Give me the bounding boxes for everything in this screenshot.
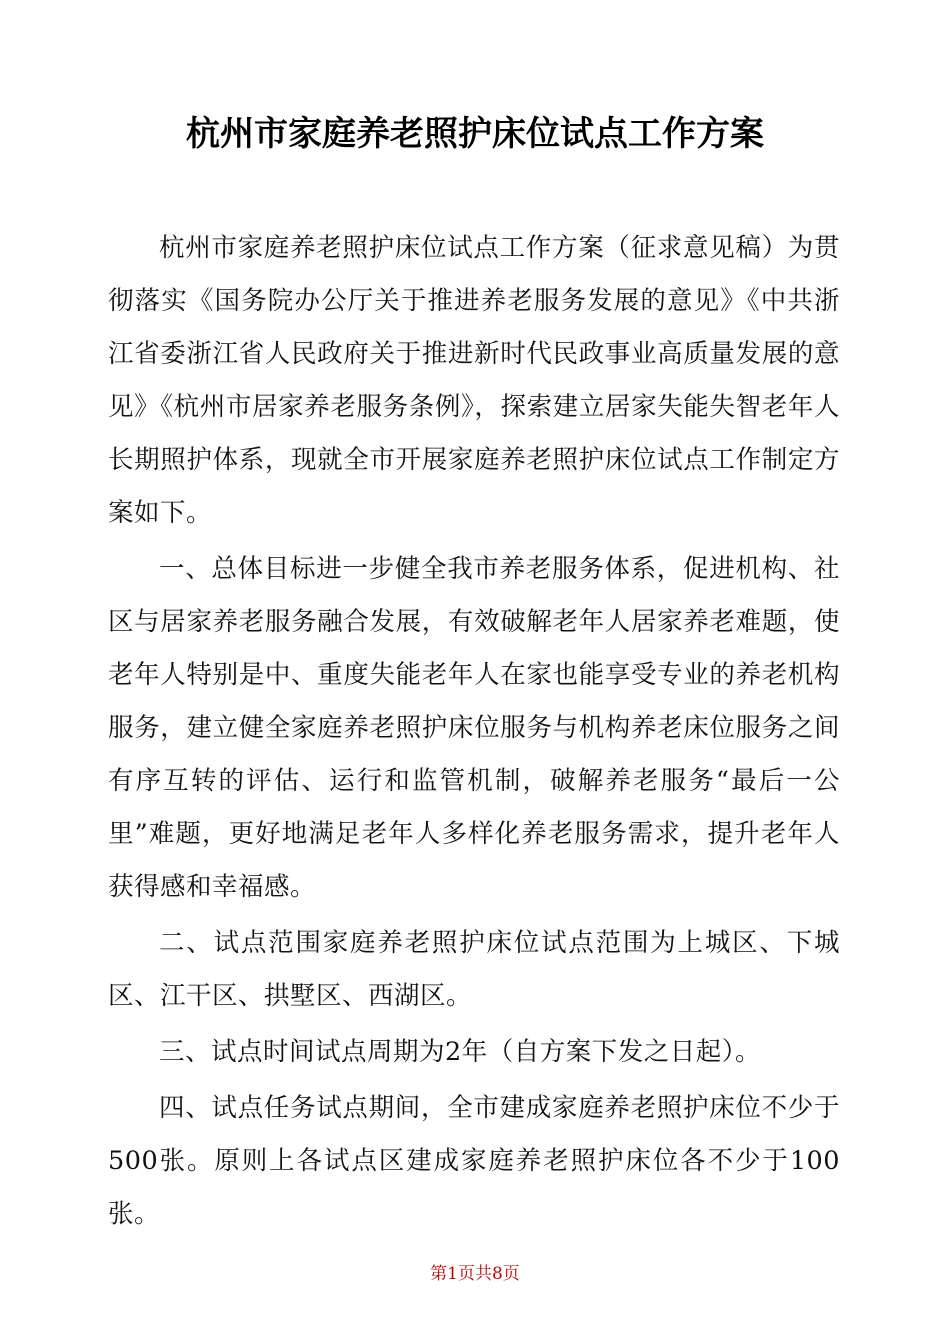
intro-paragraph: 杭州市家庭养老照护床位试点工作方案（征求意见稿）为贯彻落实《国务院办公厅关于推进养老服务发展的意见》《中共浙江省委浙江省人民政府关于推进新时代民政事业高质量发展的意见》《杭州市居家养老服务条例》，探索建立居家失能失智老年人长期照护体系，现就全市开展家庭养老照护床位试点工作制定方案如下。: [108, 233, 840, 528]
section-3-pilot-period: 三、试点时间试点周期为2年（自方案下发之日起）。: [159, 1037, 761, 1067]
section-1-overall-goal: 一、总体目标进一步健全我市养老服务体系，促进机构、社区与居家养老服务融合发展，有效破解老年人居家养老难题，使老年人特别是中、重度失能老年人在家也能享受专业的养老机构服务，建立健全家庭养老照护床位服务与机构养老床位服务之间有序互转的评估、运行和监管机制，破解养老服务“最后一公里”难题，更好地满足老年人多样化养老服务需求，提升老年人获得感和幸福感。: [108, 554, 840, 902]
page-title: 杭州市家庭养老照护床位试点工作方案: [186, 114, 764, 154]
page-number-footer: 第1页共8页: [430, 1264, 520, 1284]
section-4-pilot-tasks: 四、试点任务试点期间，全市建成家庭养老照护床位不少于500张。原则上各试点区建成家庭养老照护床位各不少于100张。: [108, 1093, 840, 1229]
document-body: [108, 222, 840, 1244]
section-2-pilot-scope: 二、试点范围家庭养老照护床位试点范围为上城区、下城区、江干区、拱墅区、西湖区。: [108, 928, 840, 1011]
